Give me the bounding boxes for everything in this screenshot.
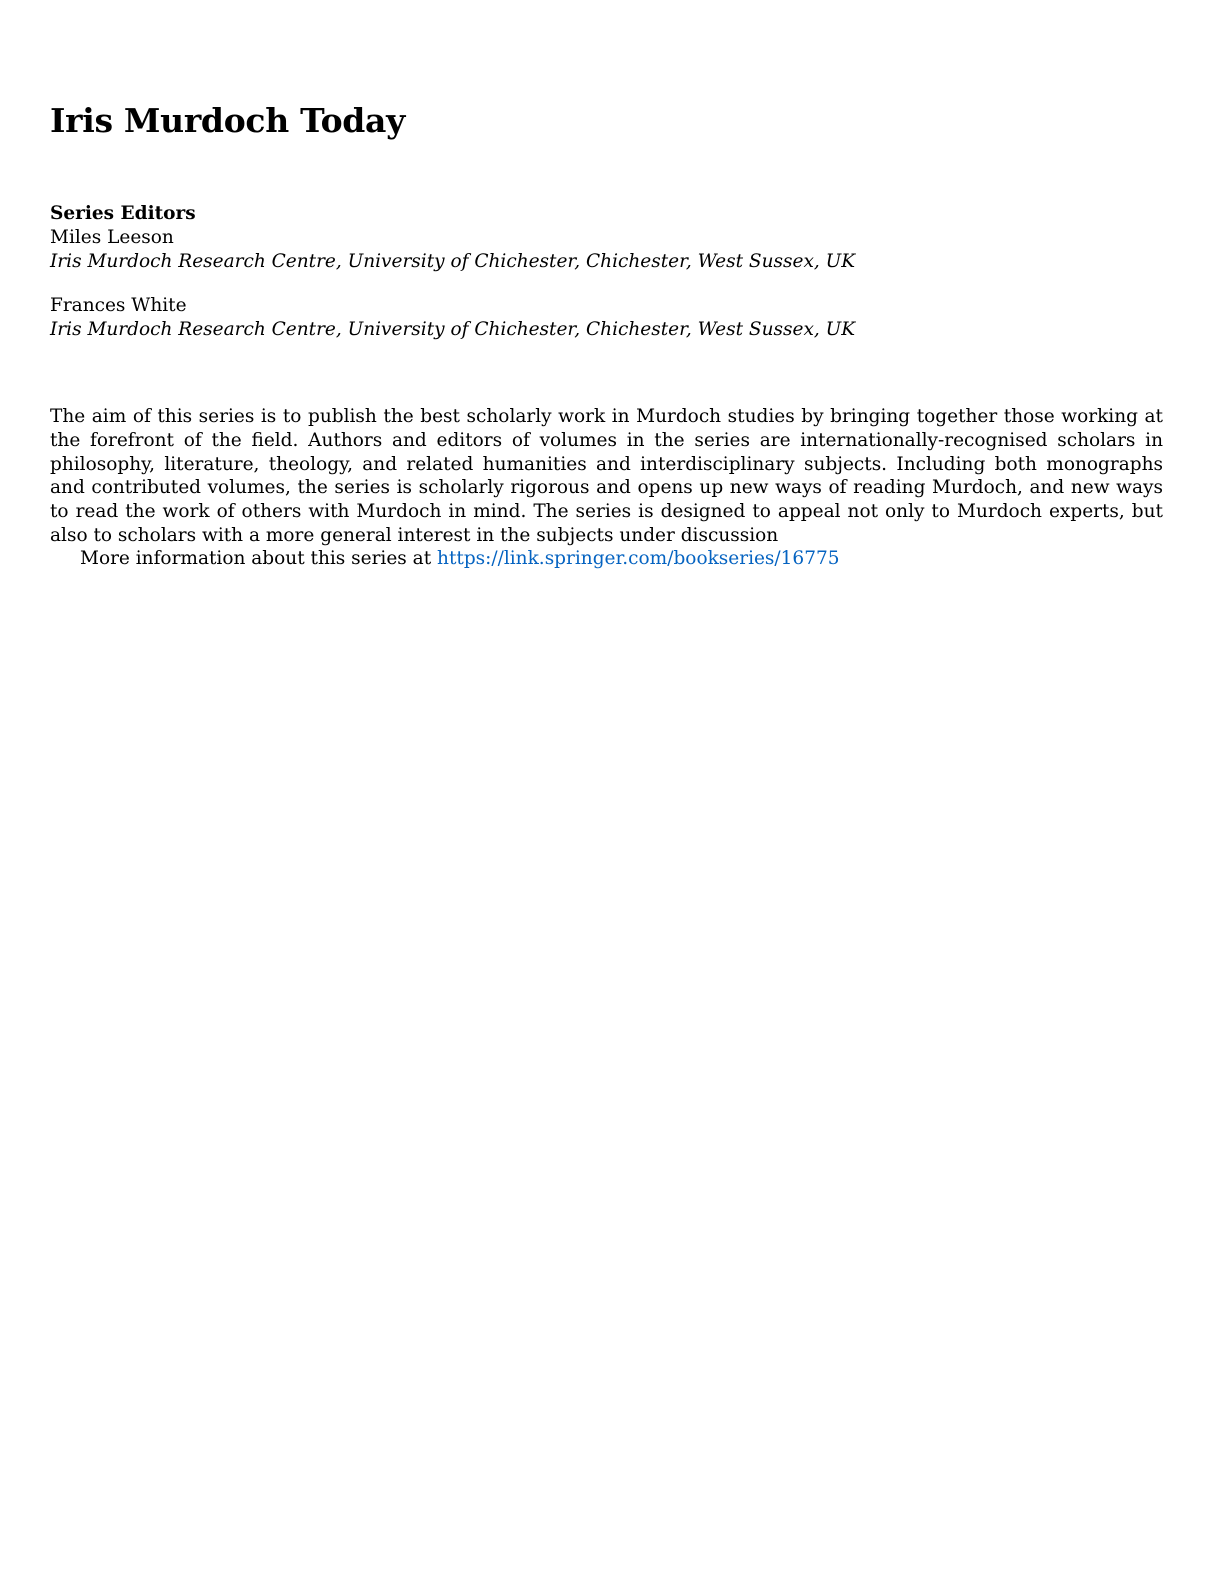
series-editors-section	[50, 202, 1163, 342]
more-info-line	[80, 547, 840, 571]
series-url-link[interactable]: https://link.springer.com/bookseries/16775	[437, 548, 840, 569]
series-description: The aim of this series is to publish the best scholarly work in Murdoch studies by bringing together those working at the forefront of the field. Authors and editors of volumes in the series are internationally-recognised scholars in philosophy, literature, theology, and related humanities and interdisciplinary subjects. Including both monographs and contributed volumes, the series is scholarly rigorous and opens up new ways of reading Murdoch, and new ways to read the work of others with Murdoch in mind. The series is designed to appeal not only to Murdoch experts, but also to scholars with a more general interest in the subjects under discussion	[50, 406, 1163, 546]
series-editors-heading: Series Editors	[50, 203, 196, 224]
series-title: Iris Murdoch Today	[50, 101, 406, 140]
editor-name: Frances White	[50, 295, 187, 316]
more-info-prefix: More information about this series at	[80, 548, 438, 569]
editor-name: Miles Leeson	[50, 227, 174, 248]
editor-entry	[50, 294, 1163, 342]
editor-entry	[50, 226, 1163, 274]
editor-affiliation: Iris Murdoch Research Centre, University of Chichester, Chichester, West Sussex, UK	[50, 319, 856, 340]
editor-affiliation: Iris Murdoch Research Centre, University of Chichester, Chichester, West Sussex, UK	[50, 251, 856, 272]
